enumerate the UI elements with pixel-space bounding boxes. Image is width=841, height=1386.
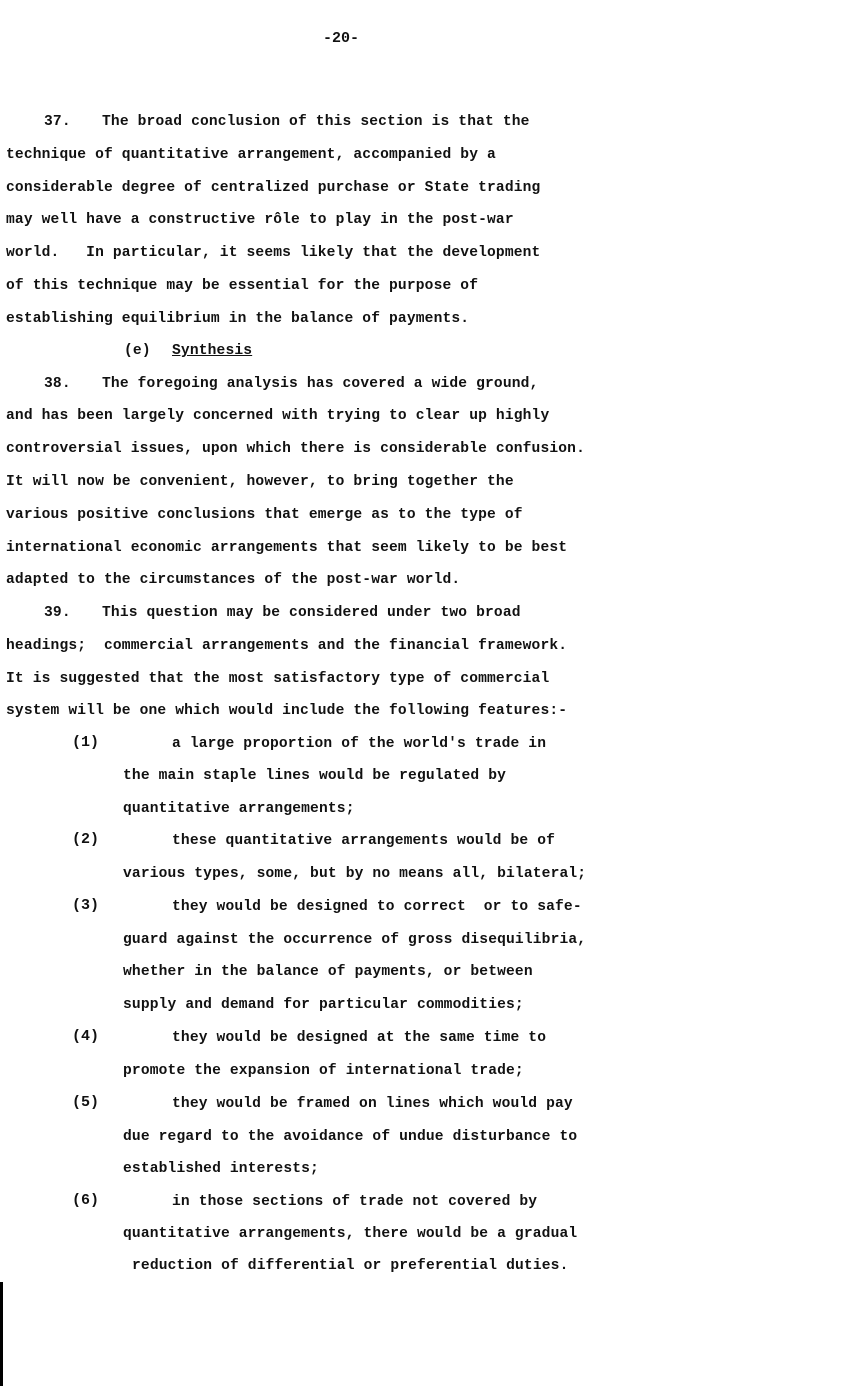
text-line: It is suggested that the most satisfactory type of commercial bbox=[6, 671, 550, 687]
text-line: the main staple lines would be regulated by bbox=[123, 768, 507, 784]
text-line: a large proportion of the world's trade in bbox=[172, 736, 547, 752]
list-item-number: (3) bbox=[72, 897, 100, 914]
text-line: technique of quantitative arrangement, accompanied by a bbox=[6, 147, 496, 163]
text-line: establishing equilibrium in the balance of payments. bbox=[6, 311, 470, 327]
text-line: system will be one which would include the following features:- bbox=[6, 703, 568, 719]
paragraph-number: 37. bbox=[44, 114, 71, 130]
text-line: adapted to the circumstances of the post-war world. bbox=[6, 572, 461, 588]
list-item-number: (2) bbox=[72, 831, 100, 848]
text-line: these quantitative arrangements would be of bbox=[172, 833, 556, 849]
text-line: international economic arrangements that seem likely to be best bbox=[6, 540, 568, 556]
scan-margin-edge bbox=[0, 1282, 3, 1386]
text-line: of this technique may be essential for the purpose of bbox=[6, 278, 479, 294]
text-line: reduction of differential or preferential duties. bbox=[132, 1258, 569, 1274]
text-line: considerable degree of centralized purchase or State trading bbox=[6, 180, 541, 196]
text-line: may well have a constructive rôle to play in the post-war bbox=[6, 212, 514, 228]
text-line: they would be designed at the same time to bbox=[172, 1030, 547, 1046]
text-line: It will now be convenient, however, to bring together the bbox=[6, 474, 514, 490]
text-line: in those sections of trade not covered by bbox=[172, 1194, 538, 1210]
text-line: due regard to the avoidance of undue disturbance to bbox=[123, 1129, 578, 1145]
text-line: they would be designed to correct or to safe- bbox=[172, 899, 582, 915]
text-line: The broad conclusion of this section is that the bbox=[102, 114, 530, 130]
section-label: (e) bbox=[124, 343, 151, 359]
text-line: world. In particular, it seems likely that the development bbox=[6, 245, 541, 261]
text-line: they would be framed on lines which would pay bbox=[172, 1096, 573, 1112]
text-line: various positive conclusions that emerge as to the type of bbox=[6, 507, 523, 523]
text-line: whether in the balance of payments, or between bbox=[123, 964, 533, 980]
text-line: quantitative arrangements, there would be a gradual bbox=[123, 1226, 578, 1242]
text-line: quantitative arrangements; bbox=[123, 801, 355, 817]
text-line: headings; commercial arrangements and the financial framework. bbox=[6, 638, 568, 654]
section-title: Synthesis bbox=[172, 343, 253, 359]
text-line: various types, some, but by no means all, bilateral; bbox=[123, 866, 587, 882]
list-item-number: (1) bbox=[72, 734, 100, 751]
text-line: supply and demand for particular commodities; bbox=[123, 997, 524, 1013]
text-line: The foregoing analysis has covered a wide ground, bbox=[102, 376, 539, 392]
text-line: established interests; bbox=[123, 1161, 319, 1177]
list-item-number: (5) bbox=[72, 1094, 100, 1111]
list-item-number: (6) bbox=[72, 1192, 100, 1209]
page-number: -20- bbox=[322, 30, 359, 47]
paragraph-number: 39. bbox=[44, 605, 71, 621]
text-line: and has been largely concerned with trying to clear up highly bbox=[6, 408, 550, 424]
text-line: guard against the occurrence of gross disequilibria, bbox=[123, 932, 587, 948]
text-line: This question may be considered under two broad bbox=[102, 605, 521, 621]
text-line: controversial issues, upon which there is considerable confusion. bbox=[6, 441, 585, 457]
paragraph-number: 38. bbox=[44, 376, 71, 392]
list-item-number: (4) bbox=[72, 1028, 100, 1045]
text-line: promote the expansion of international trade; bbox=[123, 1063, 524, 1079]
